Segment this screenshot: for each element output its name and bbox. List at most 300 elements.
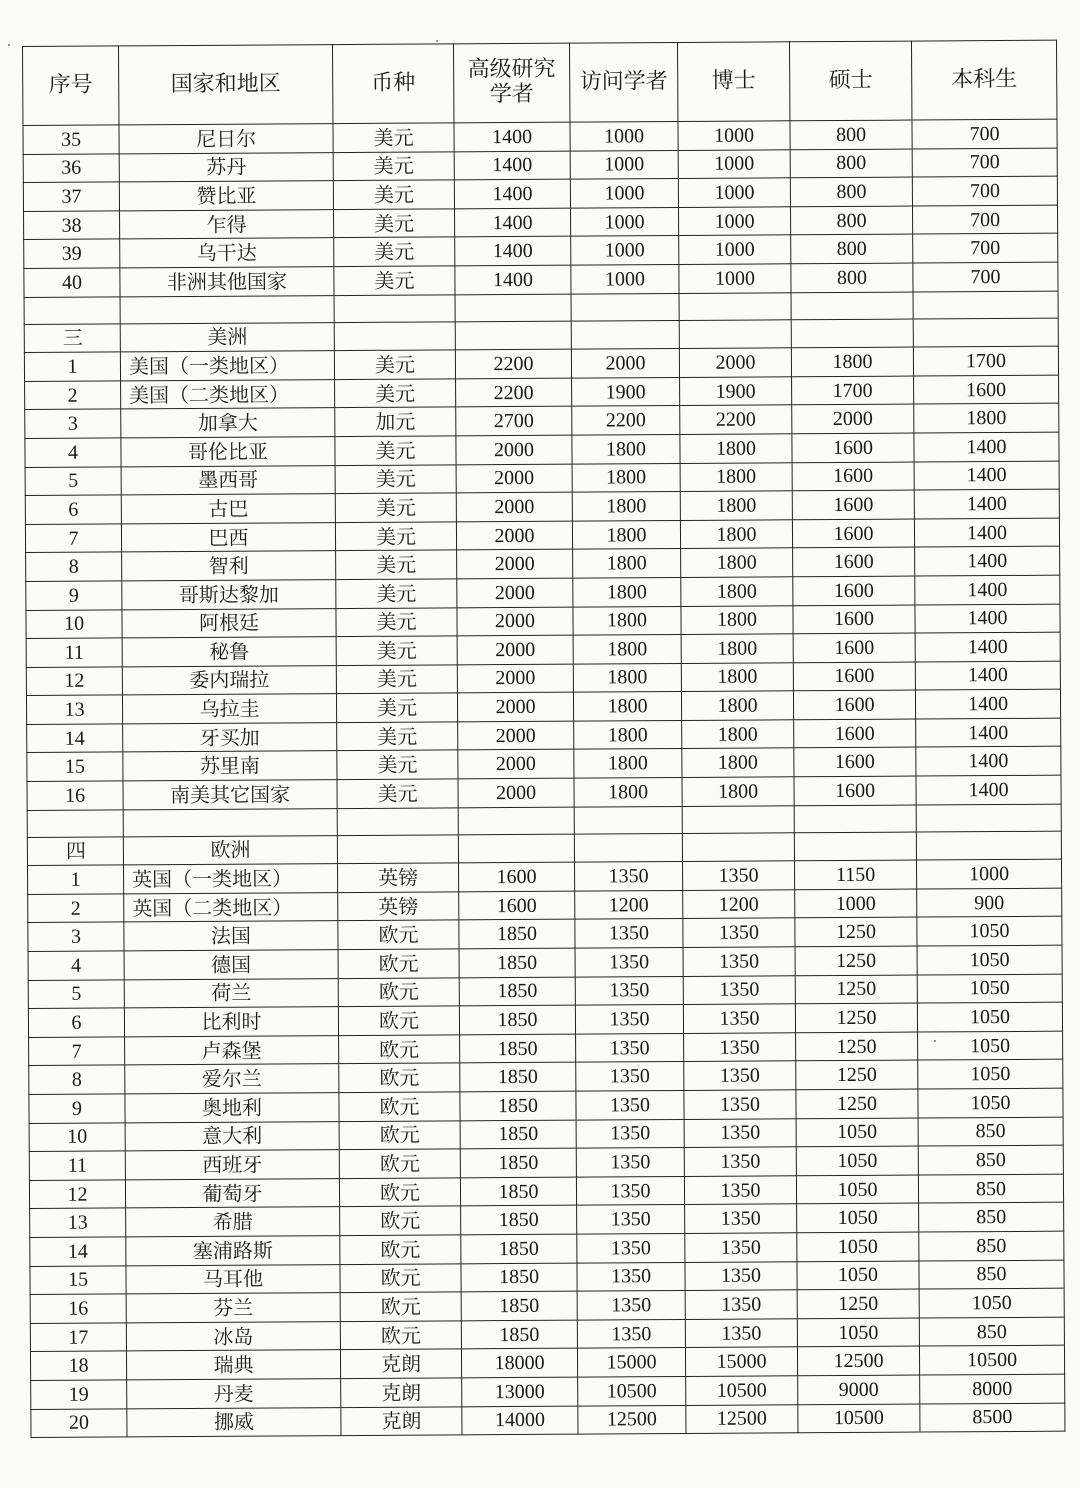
- table-cell: 2: [28, 894, 124, 923]
- table-cell: 1350: [684, 1118, 796, 1147]
- table-cell: 1050: [918, 1031, 1063, 1060]
- table-cell: 1: [24, 352, 120, 381]
- table-cell: 1850: [459, 1005, 575, 1034]
- table-cell: 1050: [796, 1175, 918, 1204]
- table-cell: 18000: [461, 1348, 577, 1377]
- table-cell: 美洲: [120, 322, 334, 352]
- table-cell: 40: [24, 268, 120, 297]
- table-cell: 2200: [572, 406, 680, 435]
- table-cell: 10: [29, 1122, 125, 1151]
- table-cell: 意大利: [125, 1121, 339, 1151]
- table-cell: 15: [30, 1265, 126, 1294]
- table-cell: 赞比亚: [119, 181, 333, 211]
- table-cell: [337, 808, 458, 836]
- table-cell: 欧元: [340, 1292, 461, 1321]
- table-cell: 美元: [336, 607, 457, 636]
- table-cell: 欧元: [340, 1263, 461, 1292]
- table-cell: 2: [25, 381, 121, 410]
- table-cell: 比利时: [124, 1007, 338, 1037]
- table-cell: 16: [30, 1294, 126, 1323]
- table-body: [23, 119, 1065, 1437]
- table-cell: [571, 293, 679, 321]
- table-cell: 英镑: [338, 863, 459, 892]
- table-cell: 卢森堡: [125, 1035, 339, 1065]
- table-cell: 1400: [914, 432, 1059, 461]
- table-cell: 1250: [796, 1060, 918, 1089]
- table-cell: 2200: [680, 405, 792, 434]
- table-cell: 1050: [917, 1002, 1062, 1031]
- table-cell: [571, 320, 679, 349]
- scan-speck: [8, 44, 10, 46]
- table-cell: 1350: [685, 1204, 797, 1233]
- table-cell: 1400: [455, 208, 571, 237]
- table-cell: 9: [26, 581, 122, 610]
- table-cell: 1600: [458, 862, 574, 891]
- table-cell: 1400: [915, 604, 1060, 633]
- table-cell: 9: [29, 1094, 125, 1123]
- table-cell: [458, 834, 574, 863]
- table-cell: 3: [25, 409, 121, 438]
- table-cell: 2000: [457, 578, 573, 607]
- table-cell: 马耳他: [126, 1264, 340, 1294]
- table-cell: 1400: [454, 151, 570, 180]
- header-cell: 高级研究学者: [453, 43, 569, 123]
- table-cell: 1400: [455, 265, 571, 294]
- table-cell: 1400: [915, 632, 1060, 661]
- table-cell: [574, 833, 682, 862]
- table-cell: 1000: [679, 235, 791, 264]
- table-cell: 1700: [792, 376, 914, 405]
- table-cell: 美元: [337, 722, 458, 751]
- table-cell: 欧元: [338, 949, 459, 978]
- header-cell: 硕士: [789, 41, 911, 121]
- table-cell: 800: [791, 263, 913, 292]
- table-cell: 850: [919, 1260, 1064, 1289]
- table-cell: [679, 292, 791, 320]
- table-cell: 1600: [459, 891, 575, 920]
- table-cell: 1350: [682, 861, 794, 890]
- table-cell: 4: [28, 951, 124, 980]
- table-cell: 1000: [678, 149, 790, 178]
- table-cell: 1900: [680, 377, 792, 406]
- table-cell: 克朗: [341, 1406, 462, 1435]
- table-cell: 1350: [684, 1061, 796, 1090]
- table-cell: 1800: [572, 434, 680, 463]
- table-cell: 爱尔兰: [125, 1064, 339, 1094]
- table-cell: 美元: [336, 550, 457, 579]
- table-cell: 克朗: [341, 1378, 462, 1407]
- header-cell: 国家和地区: [119, 45, 333, 125]
- table-cell: 1400: [454, 122, 570, 151]
- table-cell: 美国（一类地区）: [120, 351, 334, 381]
- table-cell: 1400: [915, 546, 1060, 575]
- table-cell: 1000: [570, 207, 678, 236]
- table-cell: 1600: [793, 633, 915, 662]
- table-cell: 900: [917, 888, 1062, 917]
- table-cell: 德国: [124, 950, 338, 980]
- table-cell: 1250: [795, 975, 917, 1004]
- table-cell: 7: [25, 524, 121, 553]
- table-cell: 美元: [337, 779, 458, 808]
- table-cell: 挪威: [127, 1407, 341, 1437]
- table-cell: 1050: [797, 1232, 919, 1261]
- table-cell: 1350: [575, 1005, 683, 1034]
- table-cell: 1600: [792, 490, 914, 519]
- table-cell: 欧元: [338, 977, 459, 1006]
- table-cell: 芬兰: [126, 1293, 340, 1323]
- table-cell: 1350: [685, 1290, 797, 1319]
- table-cell: 英国（二类地区）: [124, 892, 338, 922]
- scan-speck: [934, 1040, 936, 1042]
- table-cell: 700: [912, 148, 1057, 177]
- table-cell: 古巴: [121, 494, 335, 524]
- table-cell: 6: [25, 495, 121, 524]
- table-cell: 12500: [578, 1405, 686, 1434]
- table-cell: 1350: [576, 1033, 684, 1062]
- table-cell: [337, 835, 458, 864]
- table-cell: [334, 321, 455, 350]
- table-cell: 1350: [576, 1090, 684, 1119]
- table-cell: 1600: [793, 605, 915, 634]
- table-cell: 1800: [791, 347, 913, 376]
- table-cell: 葡萄牙: [125, 1178, 339, 1208]
- table-cell: 1400: [915, 661, 1060, 690]
- table-cell: 美元: [335, 464, 456, 493]
- table-cell: 1250: [796, 1089, 918, 1118]
- header-cell: 访问学者: [569, 42, 677, 122]
- table-cell: 1050: [797, 1261, 919, 1290]
- table-cell: 850: [918, 1145, 1063, 1174]
- table-cell: 1800: [573, 549, 681, 578]
- table-cell: 非洲其他国家: [120, 267, 334, 297]
- table-cell: 1850: [459, 977, 575, 1006]
- table-cell: 乍得: [120, 209, 334, 239]
- table-cell: 1350: [576, 1176, 684, 1205]
- table-cell: [791, 319, 913, 348]
- table-cell: 1800: [573, 692, 681, 721]
- table-cell: 1850: [461, 1320, 577, 1349]
- header-row: [23, 40, 1057, 125]
- table-cell: [682, 832, 794, 861]
- table-cell: 1800: [682, 777, 794, 806]
- table-cell: 800: [790, 149, 912, 178]
- table-cell: 700: [912, 119, 1057, 148]
- table-cell: 1400: [914, 489, 1059, 518]
- table-cell: 8: [29, 1065, 125, 1094]
- table-cell: 1350: [685, 1319, 797, 1348]
- table-cell: 1400: [914, 461, 1059, 490]
- table-cell: 1800: [680, 491, 792, 520]
- table-cell: 1350: [684, 1147, 796, 1176]
- table-cell: 1000: [570, 150, 678, 179]
- table-cell: 1800: [680, 434, 792, 463]
- table-cell: 1150: [794, 860, 916, 889]
- table-cell: 瑞典: [126, 1350, 340, 1380]
- table-cell: 1050: [917, 917, 1062, 946]
- table-cell: 6: [28, 1008, 124, 1037]
- table-cell: 36: [23, 154, 119, 183]
- table-cell: 1850: [460, 1120, 576, 1149]
- table-cell: 1800: [681, 605, 793, 634]
- table-cell: 1800: [574, 778, 682, 807]
- table-cell: 法国: [124, 921, 338, 951]
- table-cell: 2000: [457, 664, 573, 693]
- table-cell: 1350: [685, 1261, 797, 1290]
- table-cell: 1850: [460, 1034, 576, 1063]
- table-cell: 1350: [684, 1033, 796, 1062]
- table-cell: 2000: [458, 750, 574, 779]
- table-cell: 4: [25, 438, 121, 467]
- table-cell: [913, 318, 1058, 347]
- table-cell: 美元: [336, 636, 457, 665]
- table-cell: 1400: [915, 575, 1060, 604]
- table-cell: 1700: [913, 346, 1058, 375]
- table-cell: 10: [26, 609, 122, 638]
- table-cell: 1850: [461, 1291, 577, 1320]
- table-cell: 2000: [456, 435, 572, 464]
- table-cell: 1350: [575, 919, 683, 948]
- table-cell: [574, 806, 682, 834]
- table-cell: 1050: [797, 1318, 919, 1347]
- table-cell: 1250: [796, 1032, 918, 1061]
- table-cell: [120, 295, 334, 323]
- table-cell: 1800: [572, 520, 680, 549]
- table-cell: 1850: [460, 1063, 576, 1092]
- table-cell: 700: [912, 176, 1057, 205]
- table-cell: 14: [27, 724, 123, 753]
- table-cell: 5: [25, 466, 121, 495]
- table-cell: 17: [30, 1323, 126, 1352]
- table-cell: 美元: [333, 123, 454, 152]
- table-cell: 哥斯达黎加: [122, 579, 336, 609]
- table-cell: 1600: [793, 576, 915, 605]
- table-cell: 10500: [686, 1376, 798, 1405]
- scan-speck: [436, 40, 438, 42]
- table-cell: 19: [31, 1380, 127, 1409]
- table-cell: 2000: [457, 549, 573, 578]
- table-cell: 800: [790, 206, 912, 235]
- table-cell: 2000: [456, 464, 572, 493]
- table-cell: 2000: [679, 348, 791, 377]
- table-cell: [334, 294, 455, 322]
- table-cell: 美元: [337, 750, 458, 779]
- table-cell: 13: [30, 1208, 126, 1237]
- table-cell: 1350: [576, 1062, 684, 1091]
- table-cell: 1400: [454, 179, 570, 208]
- table-cell: 墨西哥: [121, 465, 335, 495]
- table-cell: 美元: [334, 266, 455, 295]
- table-cell: 1000: [678, 207, 790, 236]
- table-cell: 冰岛: [126, 1321, 340, 1351]
- table-cell: 荷兰: [124, 978, 338, 1008]
- table-cell: 800: [791, 234, 913, 263]
- table-cell: [791, 292, 913, 320]
- table-cell: 35: [23, 125, 119, 154]
- table-cell: 2200: [456, 378, 572, 407]
- table-cell: 1800: [680, 520, 792, 549]
- table-cell: 加拿大: [121, 408, 335, 438]
- table-cell: 1400: [455, 237, 571, 266]
- table-cell: 1850: [460, 1148, 576, 1177]
- table-cell: 700: [913, 234, 1058, 263]
- table-cell: 美元: [334, 350, 455, 379]
- table-cell: 1800: [573, 635, 681, 664]
- table-cell: 2700: [456, 406, 572, 435]
- table-cell: 18: [30, 1351, 126, 1380]
- table-cell: 11: [26, 638, 122, 667]
- table-cell: 850: [918, 1174, 1063, 1203]
- table-cell: 800: [790, 177, 912, 206]
- table-cell: 12: [29, 1180, 125, 1209]
- table-cell: 2000: [792, 404, 914, 433]
- table-cell: 700: [912, 205, 1057, 234]
- table-cell: 1000: [570, 121, 678, 150]
- table-cell: 1350: [575, 976, 683, 1005]
- header-cell: 本科生: [911, 40, 1056, 120]
- table-cell: 1850: [460, 1177, 576, 1206]
- table-cell: 850: [919, 1203, 1064, 1232]
- table-cell: 1800: [681, 662, 793, 691]
- table-cell: 1050: [918, 1088, 1063, 1117]
- table-cell: 850: [919, 1231, 1064, 1260]
- table-cell: 1050: [797, 1203, 919, 1232]
- table-cell: 塞浦路斯: [126, 1236, 340, 1266]
- table-cell: 2000: [457, 692, 573, 721]
- table-cell: [123, 808, 337, 836]
- table-cell: 1050: [917, 974, 1062, 1003]
- table-cell: [679, 319, 791, 348]
- table-cell: [916, 804, 1061, 832]
- table-cell: 2000: [456, 492, 572, 521]
- table-cell: 2200: [455, 349, 571, 378]
- table-cell: 1200: [683, 890, 795, 919]
- table-cell: 15000: [577, 1348, 685, 1377]
- table-cell: 1350: [683, 975, 795, 1004]
- header-cell: 博士: [677, 42, 789, 122]
- table-cell: 美元: [336, 665, 457, 694]
- scanned-document: [22, 40, 1064, 1438]
- table-cell: [794, 832, 916, 861]
- table-cell: 1800: [573, 663, 681, 692]
- table-cell: 15000: [685, 1347, 797, 1376]
- table-cell: 1350: [577, 1233, 685, 1262]
- table-cell: 1600: [792, 519, 914, 548]
- table-cell: 1850: [461, 1234, 577, 1263]
- table-cell: 10500: [798, 1404, 920, 1433]
- table-cell: 1250: [795, 946, 917, 975]
- table-cell: 1000: [678, 178, 790, 207]
- table-cell: 欧元: [338, 1006, 459, 1035]
- table-cell: 丹麦: [127, 1379, 341, 1409]
- table-cell: 8: [26, 552, 122, 581]
- table-cell: [455, 321, 571, 350]
- table-cell: 1600: [914, 375, 1059, 404]
- table-cell: 欧元: [339, 1092, 460, 1121]
- table-cell: 10500: [578, 1376, 686, 1405]
- table-cell: 1000: [678, 121, 790, 150]
- table-cell: 1050: [796, 1118, 918, 1147]
- table-cell: 13: [26, 695, 122, 724]
- table-cell: 1350: [577, 1205, 685, 1234]
- table-cell: 1400: [916, 775, 1061, 804]
- table-cell: [682, 805, 794, 833]
- stipend-table: [22, 40, 1065, 1438]
- table-cell: [27, 810, 123, 838]
- table-cell: 1600: [792, 433, 914, 462]
- table-cell: 1800: [573, 577, 681, 606]
- table-cell: 1800: [681, 548, 793, 577]
- table-cell: 三: [24, 323, 120, 352]
- table-cell: 1350: [683, 1004, 795, 1033]
- table-cell: 美元: [333, 180, 454, 209]
- table-cell: 1050: [796, 1146, 918, 1175]
- table-cell: 2000: [457, 607, 573, 636]
- table-cell: [455, 294, 571, 322]
- table-cell: 美元: [335, 436, 456, 465]
- table-cell: 欧元: [340, 1206, 461, 1235]
- table-cell: 1: [28, 865, 124, 894]
- table-cell: 欧元: [340, 1321, 461, 1350]
- table-cell: 1400: [915, 689, 1060, 718]
- table-cell: 1600: [794, 776, 916, 805]
- table-cell: 1900: [572, 377, 680, 406]
- header-cell: 币种: [332, 44, 453, 124]
- table-cell: 尼日尔: [119, 124, 333, 154]
- table-cell: [794, 805, 916, 833]
- table-cell: 美元: [335, 493, 456, 522]
- table-cell: 1350: [576, 1148, 684, 1177]
- table-cell: 1050: [918, 1060, 1063, 1089]
- table-cell: 美元: [334, 237, 455, 266]
- table-cell: 1800: [681, 577, 793, 606]
- table-cell: 巴西: [121, 522, 335, 552]
- table-cell: 2000: [571, 349, 679, 378]
- header-cell: 序号: [23, 46, 119, 126]
- table-cell: 欧洲: [123, 835, 337, 865]
- table-cell: 阿根廷: [122, 608, 336, 638]
- table-cell: 3: [28, 922, 124, 951]
- table-cell: 1250: [795, 917, 917, 946]
- table-cell: 1800: [574, 749, 682, 778]
- table-cell: 1800: [681, 691, 793, 720]
- table-cell: 15: [27, 752, 123, 781]
- table-cell: 1800: [914, 404, 1059, 433]
- table-cell: 欧元: [338, 920, 459, 949]
- table-cell: 1850: [461, 1206, 577, 1235]
- table-cell: [24, 296, 120, 324]
- table-cell: 乌干达: [120, 238, 334, 268]
- table-cell: 欧元: [339, 1178, 460, 1207]
- table-cell: 1350: [683, 947, 795, 976]
- table-cell: 1600: [794, 748, 916, 777]
- table-cell: 四: [27, 837, 123, 866]
- table-cell: [458, 807, 574, 835]
- table-cell: 1350: [577, 1262, 685, 1291]
- table-cell: 智利: [122, 551, 336, 581]
- table-row: [31, 1403, 1065, 1438]
- table-cell: 1350: [577, 1319, 685, 1348]
- table-cell: 美元: [335, 379, 456, 408]
- table-cell: 秘鲁: [122, 637, 336, 667]
- table-cell: 37: [23, 182, 119, 211]
- table-cell: 南美其它国家: [123, 780, 337, 810]
- table-cell: 1350: [575, 948, 683, 977]
- table-cell: 13000: [462, 1377, 578, 1406]
- table-cell: 乌拉圭: [122, 694, 336, 724]
- table-cell: 美元: [336, 693, 457, 722]
- table-cell: 美元: [334, 209, 455, 238]
- table-cell: 苏里南: [123, 751, 337, 781]
